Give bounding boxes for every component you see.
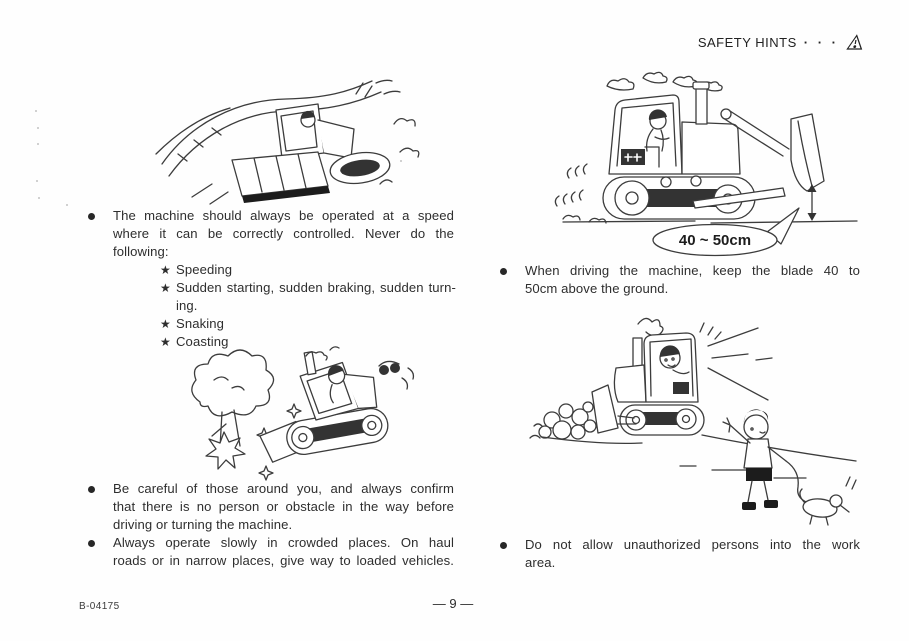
text-line: that there is no person or obstacle in the way before <box>113 499 454 514</box>
bullet-dot <box>500 268 507 275</box>
scan-speckle <box>36 180 38 182</box>
illustration-blade-height <box>545 64 877 262</box>
safety-item-speed <box>86 207 456 351</box>
warning-triangle-icon <box>846 34 865 51</box>
star-item-sudden <box>160 279 456 297</box>
scan-speckle <box>66 204 68 206</box>
illustration-unauthorized-person <box>520 308 872 534</box>
star-marker: ★ <box>160 263 171 277</box>
text-line: The machine should always be operated at a speed <box>113 208 454 223</box>
page-header <box>698 34 865 51</box>
scan-speckle <box>38 197 40 199</box>
text-line: Be careful of those around you, and always confirm <box>113 481 454 496</box>
blade-height-callout: 40 ~ 50cm <box>678 232 752 249</box>
text-line: Snaking <box>176 316 225 331</box>
bullet-dot <box>88 486 95 493</box>
text-line: following: <box>113 244 169 259</box>
header-dots: · · · <box>803 35 839 50</box>
text-line: Sudden starting, sudden braking, sudden turn- <box>176 280 456 295</box>
text-line: Always operate slowly in crowded places. On haul <box>113 535 454 550</box>
text-line: When driving the machine, keep the blade 40 to <box>525 263 860 278</box>
star-item-speeding <box>160 261 456 279</box>
text-line: Speeding <box>176 262 233 277</box>
star-marker: ★ <box>160 335 171 349</box>
safety-item-unauthorized-persons <box>498 536 862 572</box>
star-marker: ★ <box>160 281 171 295</box>
text-line: Coasting <box>176 334 229 349</box>
bullet-dot <box>500 542 507 549</box>
header-title: SAFETY HINTS <box>697 35 797 50</box>
document-code: B-04175 <box>79 601 120 612</box>
scan-speckle <box>37 143 39 145</box>
text-line: Do not allow unauthorized persons into the work <box>525 537 860 552</box>
safety-item-blade-height <box>498 262 862 298</box>
illustration-snaking-machine <box>148 62 438 210</box>
scan-speckle <box>37 127 39 129</box>
scan-speckle <box>35 110 37 112</box>
text-line: roads or in narrow places, give way to loaded vehicles. <box>113 553 454 568</box>
text-line: ing. <box>176 298 198 313</box>
safety-item-surroundings <box>86 480 456 534</box>
text-line: area. <box>525 555 556 570</box>
bullet-dot <box>88 213 95 220</box>
star-item-coasting <box>160 333 456 351</box>
star-item-snaking <box>160 315 456 333</box>
text-line: where it can be correctly controlled. Never do the <box>113 226 454 241</box>
text-line: 50cm above the ground. <box>525 281 669 296</box>
star-marker: ★ <box>160 317 171 331</box>
bullet-dot <box>88 540 95 547</box>
illustration-collision-tree <box>166 340 434 482</box>
safety-item-crowded-places <box>86 534 456 570</box>
page-number: — 9 — <box>432 596 474 611</box>
text-line: driving or turning the machine. <box>113 517 293 532</box>
